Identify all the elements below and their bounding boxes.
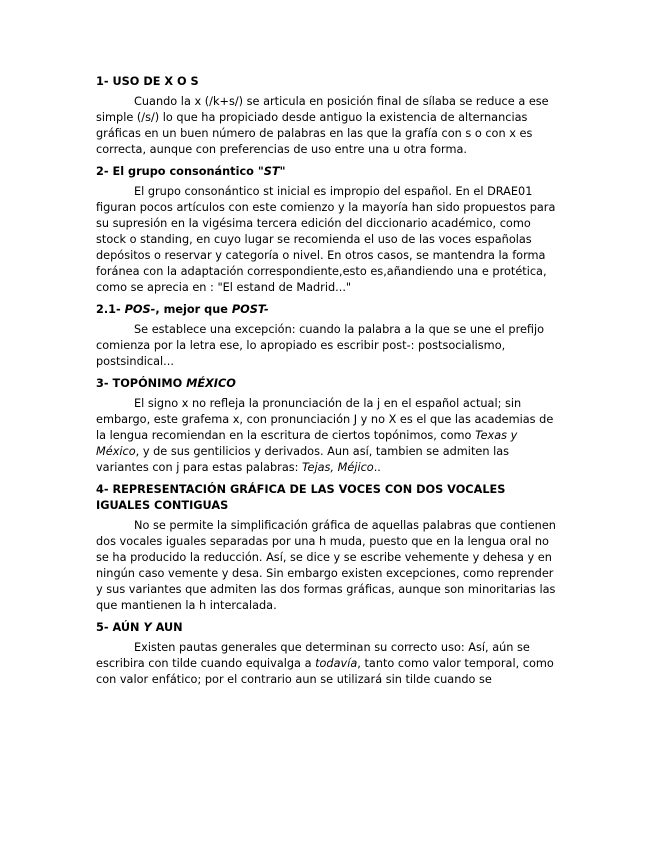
section-5-paragraph: Existen pautas generales que determinan su correcto uso: Así, aún se escribira con tilde cuando equivalga a todavía, tanto como valor temporal, como con valor enfático; por el contrario aun se utilizará sin tilde cuando se [96, 641, 554, 686]
section-2-heading: 2- El grupo consonántico "ST" [96, 165, 286, 178]
section-1-paragraph: Cuando la x (/k+s/) se articula en posición final de sílaba se reduce a ese simple (/s/) lo que ha propiciado desde antiguo la existencia de alternancias gráficas en un buen número de palabras en las que la grafía con s o con x es correcta, aunque con preferencias de uso entre una u otra forma. [96, 95, 549, 156]
section-2-paragraph: El grupo consonántico st inicial es impropio del español. En el DRAE01 figuran pocos artículos con este comienzo y la mayoría han sido propuestos para su supresión en la vigésima tercera edición del diccionario académico, como stock o standing, en cuyo lugar se recomienda el uso de las voces españolas depósitos o reservar y categoría o nivel. En otros casos, se mantendra la forma foránea con la adaptación correspondiente,esto es,añandiendo una e protética, como se aprecia en : "El estand de Madrid..." [96, 185, 556, 294]
section-4-paragraph: No se permite la simplificación gráfica de aquellas palabras que contienen dos vocales iguales separadas por una h muda, puesto que en la lengua oral no se ha producido la reducción. Así, se dice y se escribe vehemente y dehesa y en ningún caso vemente y desa. Sin embargo existen excepciones, como reprender y sus variantes que admiten las dos formas gráficas, aunque son minoritarias las que mantienen la h intercalada. [96, 519, 556, 612]
heading-emphasis: Y [143, 621, 152, 634]
heading-emphasis: POST- [231, 303, 269, 316]
heading-emphasis: MÉXICO [186, 377, 236, 390]
section-5-heading: 5- AÚN Y AUN [96, 621, 183, 634]
italic-text: Texas y México [96, 429, 518, 458]
section-3-paragraph: El signo x no refleja la pronunciación de la j en el español actual; sin embargo, este grafema x, con pronunciación J y no X es el que las academias de la lengua recomiendan en la escritura de ciertos topónimos, como Texas y México, y de sus gentilicios y derivados. Aun así, tambien se admiten las variantes con j para estas palabras: Tejas, Méjico.. [96, 397, 554, 474]
italic-text: todavía [315, 657, 358, 670]
section-1-heading: 1- USO DE X O S [96, 75, 199, 88]
heading-emphasis: ST [263, 165, 280, 178]
section-2-1-paragraph: Se establece una excepción: cuando la palabra a la que se une el prefijo comienza por la letra ese, lo apropiado es escribir post-: postsocialismo, postsindical... [96, 323, 545, 368]
section-2-1-heading: 2.1- POS-, mejor que POST- [96, 303, 269, 316]
document-body [96, 74, 562, 688]
heading-emphasis: POS- [124, 303, 156, 316]
section-3-heading: 3- TOPÓNIMO MÉXICO [96, 377, 236, 390]
italic-text: Tejas, Méjico [302, 461, 374, 474]
section-4-heading: 4- REPRESENTACIÓN GRÁFICA DE LAS VOCES CON DOS VOCALES IGUALES CONTIGUAS [96, 483, 506, 512]
